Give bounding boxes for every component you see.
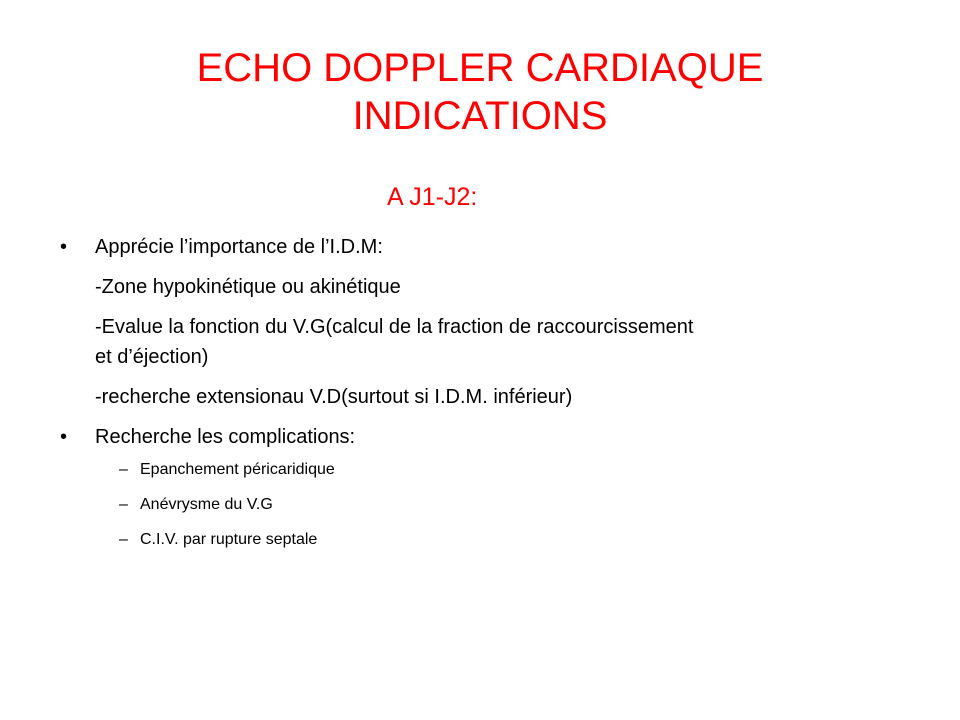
bullet-marker: • <box>60 426 68 448</box>
slide-subtitle: A J1-J2: <box>387 183 478 211</box>
sub-bullet-text: Anévrysme du V.G <box>140 496 273 513</box>
sub-bullet-text: Epanchement péricaridique <box>140 461 335 478</box>
sub-bullet-marker: – <box>119 496 128 513</box>
slide-title-line-1: ECHO DOPPLER CARDIAQUE <box>196 46 764 90</box>
sub-bullet-text: C.I.V. par rupture septale <box>140 531 318 548</box>
sub-bullet-marker: – <box>119 461 128 478</box>
bullet-continuation-line: -recherche extensionau V.D(surtout si I.D.M. inférieur) <box>95 386 573 408</box>
slide-title-line-2: INDICATIONS <box>352 94 608 138</box>
bullet-text: Recherche les complications: <box>95 426 356 448</box>
bullet-continuation-line: -Zone hypokinétique ou akinétique <box>95 276 401 298</box>
bullet-text: Apprécie l’importance de l’I.D.M: <box>95 236 383 258</box>
bullet-marker: • <box>60 236 68 258</box>
bullet-continuation-line: -Evalue la fonction du V.G(calcul de la fraction de raccourcissement <box>95 316 694 338</box>
sub-bullet-marker: – <box>119 531 128 548</box>
bullet-continuation-line: et d’éjection) <box>95 346 209 368</box>
